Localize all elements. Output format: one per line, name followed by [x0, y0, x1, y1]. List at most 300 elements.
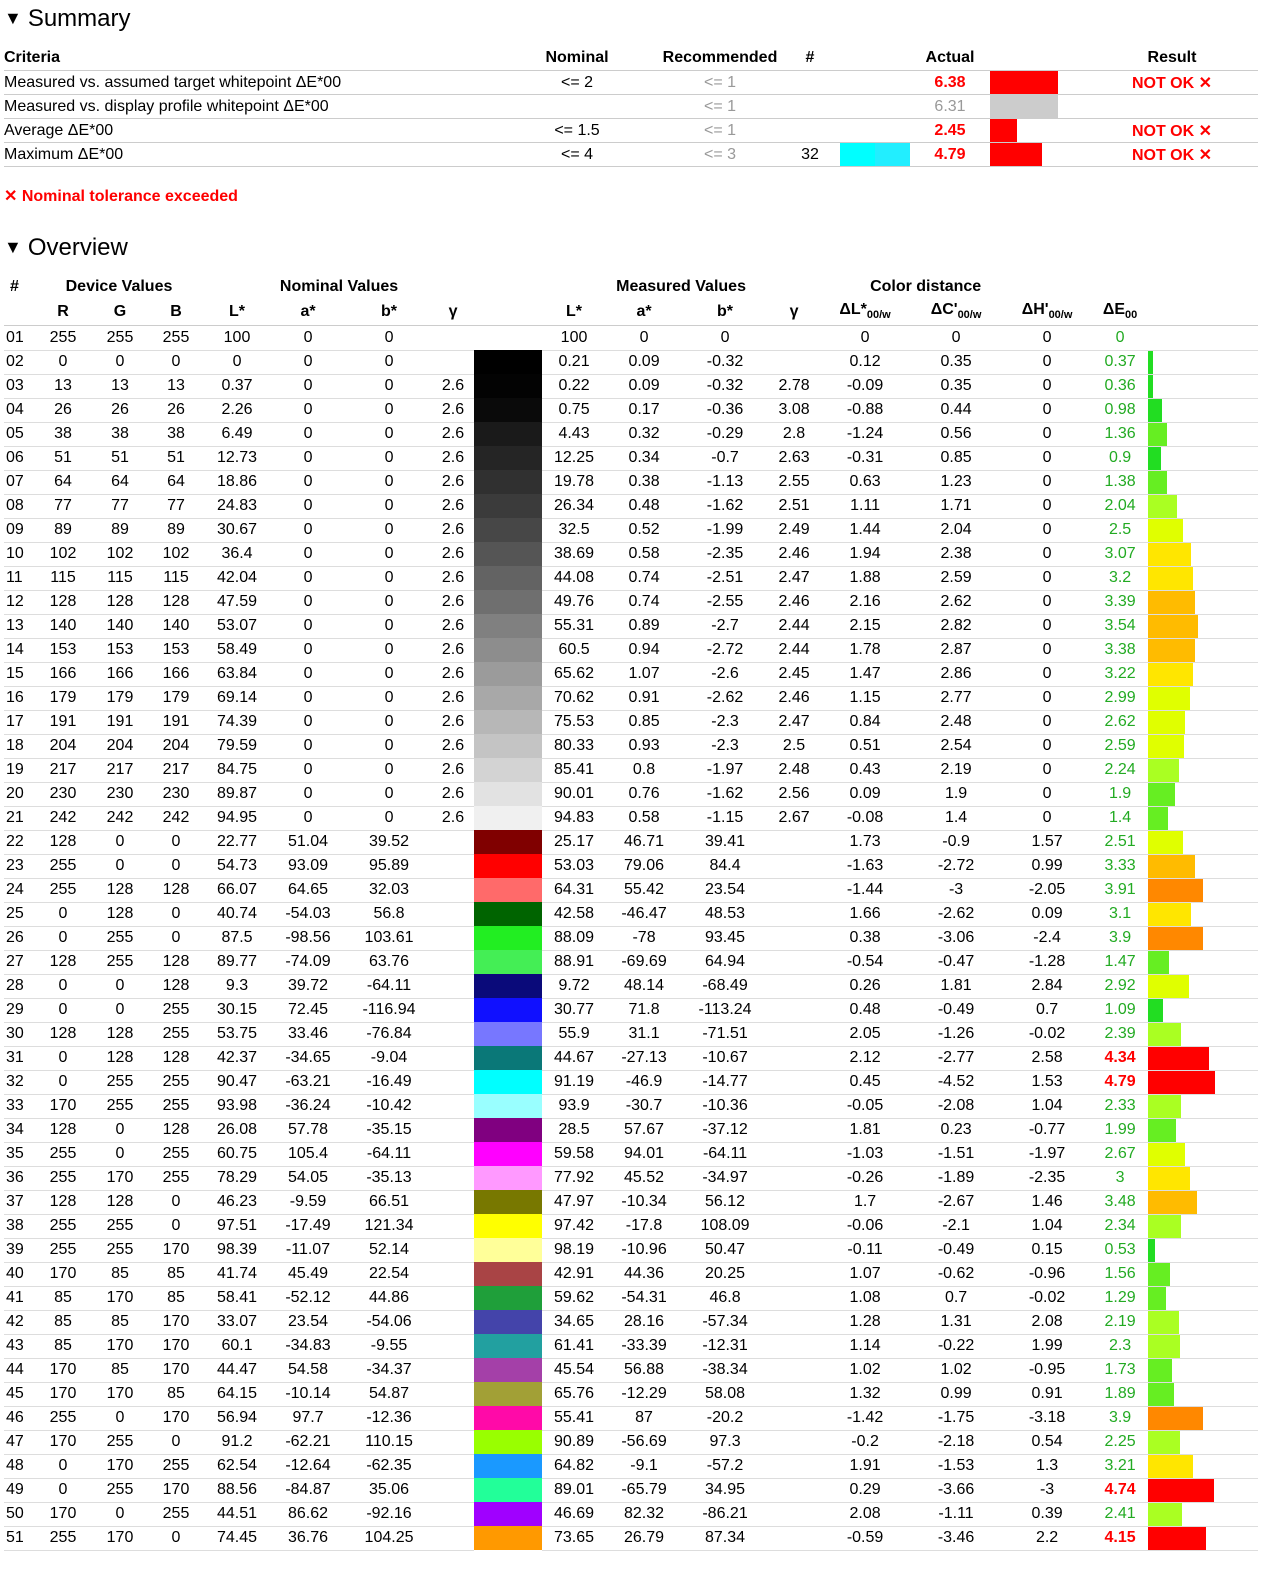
nominal-l-cell: 24.83	[204, 494, 270, 518]
delta-c-cell: 2.86	[910, 662, 1002, 686]
measured-b-cell: -2.72	[682, 638, 768, 662]
b-cell: 13	[148, 374, 204, 398]
b-cell: 255	[148, 1022, 204, 1046]
nominal-gamma-cell	[432, 1238, 474, 1262]
measured-b-cell: -57.34	[682, 1310, 768, 1334]
delta-h-cell: 0	[1002, 662, 1092, 686]
delta-e-cell: 0.98	[1092, 398, 1148, 422]
summary-title: Summary	[27, 5, 131, 32]
delta-l-cell: 0.45	[820, 1070, 910, 1094]
nominal-gamma-cell	[432, 1286, 474, 1310]
color-swatch-cell	[474, 686, 542, 710]
r-cell: 255	[34, 854, 92, 878]
nominal-l-cell: 90.47	[204, 1070, 270, 1094]
b-cell: 51	[148, 446, 204, 470]
measured-l-cell: 34.65	[542, 1310, 606, 1334]
delta-e-bar	[1148, 351, 1153, 374]
overview-row	[4, 806, 1258, 830]
nominal-l-cell: 44.51	[204, 1502, 270, 1526]
measured-gamma-cell	[768, 1358, 820, 1382]
nominal-a-cell: 0	[270, 566, 346, 590]
nominal-a-cell: -74.09	[270, 950, 346, 974]
color-swatch-cell	[474, 734, 542, 758]
measured-a-cell: 45.52	[606, 1166, 682, 1190]
delta-h-cell: 0.99	[1002, 854, 1092, 878]
nominal-cell: <= 2	[494, 71, 660, 95]
color-swatch	[474, 638, 542, 662]
delta-e-cell: 0.53	[1092, 1238, 1148, 1262]
delta-c-cell: -2.08	[910, 1094, 1002, 1118]
delta-e-cell: 2.33	[1092, 1094, 1148, 1118]
delta-e-cell: 0	[1092, 326, 1148, 351]
color-distance-header: Color distance	[870, 278, 982, 295]
delta-h-cell: -2.35	[1002, 1166, 1092, 1190]
delta-c-cell: 0.35	[910, 374, 1002, 398]
num-cell: 47	[4, 1430, 34, 1454]
measured-gamma-cell: 2.44	[768, 614, 820, 638]
measured-values-header: Measured Values	[616, 278, 746, 295]
nominal-l-cell: 62.54	[204, 1454, 270, 1478]
delta-l-cell: 1.07	[820, 1262, 910, 1286]
delta-e-bar	[1148, 903, 1191, 926]
nominal-gamma-cell	[432, 1502, 474, 1526]
nominal-a-cell: -36.24	[270, 1094, 346, 1118]
delta-h-cell: -0.95	[1002, 1358, 1092, 1382]
delta-e-cell: 0.9	[1092, 446, 1148, 470]
measured-gamma-cell	[768, 1382, 820, 1406]
actual-cell: 6.38	[910, 71, 990, 95]
b-cell: 0	[148, 1190, 204, 1214]
nominal-b-cell: 63.76	[346, 950, 432, 974]
nominal-gamma-cell	[432, 998, 474, 1022]
measured-gamma-cell	[768, 1142, 820, 1166]
nominal-a-cell: 93.09	[270, 854, 346, 878]
measured-gamma-cell: 2.51	[768, 494, 820, 518]
b-cell: 170	[148, 1238, 204, 1262]
nominal-l-cell: 89.87	[204, 782, 270, 806]
nominal-l-cell: 74.39	[204, 710, 270, 734]
r-cell: 64	[34, 470, 92, 494]
delta-e-bar	[1148, 1527, 1206, 1550]
nominal-gamma-cell	[432, 350, 474, 374]
color-swatch-cell	[474, 638, 542, 662]
delta-e-bar-cell	[1148, 1358, 1258, 1382]
delta-e-cell: 4.79	[1092, 1070, 1148, 1094]
delta-e-bar-cell	[1148, 638, 1258, 662]
delta-e-cell: 0.36	[1092, 374, 1148, 398]
delta-e-bar-cell	[1148, 1262, 1258, 1286]
b-header: B	[148, 298, 204, 326]
overview-row	[4, 446, 1258, 470]
measured-a-cell: 0.52	[606, 518, 682, 542]
delta-e-bar	[1148, 735, 1184, 758]
measured-gamma-cell	[768, 854, 820, 878]
r-cell: 255	[34, 1214, 92, 1238]
actual-bar	[990, 119, 1017, 142]
measured-b-cell: 46.8	[682, 1286, 768, 1310]
nominal-b-cell: 0	[346, 326, 432, 351]
measured-gamma-cell	[768, 1094, 820, 1118]
nominal-gamma-cell	[432, 1382, 474, 1406]
color-swatch	[474, 902, 542, 926]
color-swatch-cell	[474, 1526, 542, 1550]
nominal-a-header: a*	[270, 298, 346, 326]
g-cell: 170	[92, 1382, 148, 1406]
delta-e-cell: 2.24	[1092, 758, 1148, 782]
nominal-l-cell: 30.15	[204, 998, 270, 1022]
delta-c-cell: 0	[910, 326, 1002, 351]
measured-a-cell: 0.32	[606, 422, 682, 446]
measured-b-cell: -1.99	[682, 518, 768, 542]
nominal-l-cell: 18.86	[204, 470, 270, 494]
overview-row	[4, 1526, 1258, 1550]
delta-e-cell: 3.91	[1092, 878, 1148, 902]
r-cell: 255	[34, 1526, 92, 1550]
g-cell: 64	[92, 470, 148, 494]
num-cell: 49	[4, 1478, 34, 1502]
num-cell: 03	[4, 374, 34, 398]
b-cell: 255	[148, 1454, 204, 1478]
color-swatch	[474, 1142, 542, 1166]
g-cell: 128	[92, 590, 148, 614]
delta-c-cell: 2.62	[910, 590, 1002, 614]
delta-e-bar	[1148, 951, 1169, 974]
color-swatch-cell	[474, 902, 542, 926]
nominal-a-cell: 33.46	[270, 1022, 346, 1046]
r-cell: 85	[34, 1310, 92, 1334]
nominal-a-cell: 0	[270, 470, 346, 494]
delta-e-bar	[1148, 663, 1193, 686]
delta-e-bar-cell	[1148, 1382, 1258, 1406]
measured-l-cell: 42.58	[542, 902, 606, 926]
color-swatch-cell	[474, 446, 542, 470]
b-cell: 77	[148, 494, 204, 518]
measured-b-cell: -2.6	[682, 662, 768, 686]
swatch-cell	[840, 119, 910, 143]
nominal-gamma-cell	[432, 1166, 474, 1190]
nominal-l-cell: 0.37	[204, 374, 270, 398]
nominal-a-cell: 0	[270, 614, 346, 638]
measured-a-cell: 0.8	[606, 758, 682, 782]
num-cell: 44	[4, 1358, 34, 1382]
measured-gamma-cell	[768, 1166, 820, 1190]
delta-e-cell: 3.9	[1092, 1406, 1148, 1430]
g-cell: 179	[92, 686, 148, 710]
delta-e-cell: 3.1	[1092, 902, 1148, 926]
criteria-cell: Maximum ΔE*00	[4, 143, 494, 167]
delta-h-cell: 1.57	[1002, 830, 1092, 854]
delta-l-cell: -0.08	[820, 806, 910, 830]
actual-bar-cell	[990, 71, 1086, 95]
nominal-a-cell: 0	[270, 758, 346, 782]
delta-c-cell: 0.44	[910, 398, 1002, 422]
nominal-gamma-cell	[432, 926, 474, 950]
measured-a-cell: 55.42	[606, 878, 682, 902]
delta-h-cell: 0.39	[1002, 1502, 1092, 1526]
measured-l-cell: 64.31	[542, 878, 606, 902]
overview-heading[interactable]	[4, 234, 128, 263]
delta-c-cell: 1.23	[910, 470, 1002, 494]
measured-gamma-cell	[768, 1070, 820, 1094]
b-cell: 0	[148, 902, 204, 926]
delta-c-cell: -2.18	[910, 1430, 1002, 1454]
delta-e-cell: 3.39	[1092, 590, 1148, 614]
color-swatch-cell	[474, 1310, 542, 1334]
measured-b-cell: -2.3	[682, 710, 768, 734]
delta-e-cell: 2.34	[1092, 1214, 1148, 1238]
delta-e-bar-cell	[1148, 350, 1258, 374]
color-swatch-cell	[474, 1070, 542, 1094]
measured-l-cell: 28.5	[542, 1118, 606, 1142]
delta-e-bar-cell	[1148, 1190, 1258, 1214]
delta-l-cell: -0.54	[820, 950, 910, 974]
nominal-a-cell: 0	[270, 662, 346, 686]
nominal-l-cell: 58.41	[204, 1286, 270, 1310]
g-cell: 0	[92, 1118, 148, 1142]
delta-h-cell: 0	[1002, 350, 1092, 374]
actual-cell: 6.31	[910, 95, 990, 119]
overview-row	[4, 1046, 1258, 1070]
nominal-b-cell: 0	[346, 494, 432, 518]
delta-e-bar-cell	[1148, 590, 1258, 614]
delta-e-bar-cell	[1148, 902, 1258, 926]
measured-gamma-cell: 2.78	[768, 374, 820, 398]
delta-e-bar-cell	[1148, 398, 1258, 422]
color-swatch	[474, 398, 542, 422]
delta-c-cell: 1.4	[910, 806, 1002, 830]
overview-row	[4, 470, 1258, 494]
r-cell: 0	[34, 926, 92, 950]
delta-h-cell: 0	[1002, 494, 1092, 518]
color-swatch	[474, 1454, 542, 1478]
delta-e-bar-cell	[1148, 710, 1258, 734]
delta-e-bar	[1148, 711, 1185, 734]
overview-row	[4, 782, 1258, 806]
delta-e-bar	[1148, 1239, 1155, 1262]
num-group-header: #	[10, 278, 19, 295]
delta-e-bar-cell	[1148, 662, 1258, 686]
summary-heading[interactable]	[4, 5, 131, 34]
nominal-b-cell: -35.13	[346, 1166, 432, 1190]
measured-b-cell: -0.29	[682, 422, 768, 446]
g-cell: 153	[92, 638, 148, 662]
recommended-cell: <= 1	[660, 71, 780, 95]
color-swatch	[474, 446, 542, 470]
nominal-a-cell: 0	[270, 398, 346, 422]
color-swatch-cell	[474, 614, 542, 638]
delta-c-cell: 0.23	[910, 1118, 1002, 1142]
delta-e-bar	[1148, 423, 1167, 446]
nominal-b-cell: -64.11	[346, 1142, 432, 1166]
color-swatch-cell	[474, 974, 542, 998]
color-swatch	[474, 950, 542, 974]
delta-l-cell: -1.42	[820, 1406, 910, 1430]
color-swatch-cell	[474, 374, 542, 398]
nominal-b-cell: -9.04	[346, 1046, 432, 1070]
measured-a-cell: 0.85	[606, 710, 682, 734]
delta-c-cell: 1.81	[910, 974, 1002, 998]
g-cell: 0	[92, 350, 148, 374]
color-swatch	[474, 974, 542, 998]
r-cell: 128	[34, 1118, 92, 1142]
overview-row	[4, 1214, 1258, 1238]
r-cell: 38	[34, 422, 92, 446]
delta-h-cell: -2.4	[1002, 926, 1092, 950]
delta-l-cell: 0.51	[820, 734, 910, 758]
delta-e-bar	[1148, 855, 1195, 878]
delta-c-cell: 2.48	[910, 710, 1002, 734]
delta-e-bar	[1148, 927, 1203, 950]
delta-l-cell: 1.73	[820, 830, 910, 854]
delta-h-cell: -1.97	[1002, 1142, 1092, 1166]
nominal-gamma-header: γ	[432, 298, 474, 326]
num-cell: 42	[4, 1310, 34, 1334]
color-swatch	[474, 686, 542, 710]
overview-row	[4, 1406, 1258, 1430]
color-swatch	[474, 590, 542, 614]
color-swatch-cell	[474, 590, 542, 614]
delta-l-cell: 1.47	[820, 662, 910, 686]
measured-l-cell: 61.41	[542, 1334, 606, 1358]
delta-e-cell: 2.25	[1092, 1430, 1148, 1454]
delta-l-cell: 0.29	[820, 1478, 910, 1502]
nominal-gamma-cell	[432, 1214, 474, 1238]
delta-e-bar-cell	[1148, 494, 1258, 518]
delta-c-cell: -0.49	[910, 998, 1002, 1022]
delta-l-cell: -1.63	[820, 854, 910, 878]
measured-l-cell: 64.82	[542, 1454, 606, 1478]
overview-row	[4, 1358, 1258, 1382]
recommended-cell: <= 3	[660, 143, 780, 167]
delta-c-cell: 2.82	[910, 614, 1002, 638]
measured-gamma-cell	[768, 1190, 820, 1214]
actual-cell: 2.45	[910, 119, 990, 143]
delta-h-cell: 0	[1002, 374, 1092, 398]
nominal-b-cell: 0	[346, 542, 432, 566]
b-cell: 255	[148, 1166, 204, 1190]
delta-e-bar-cell	[1148, 518, 1258, 542]
nominal-a-cell: -63.21	[270, 1070, 346, 1094]
delta-c-cell: 2.77	[910, 686, 1002, 710]
color-swatch-cell	[474, 1382, 542, 1406]
delta-l-cell: 1.94	[820, 542, 910, 566]
delta-l-cell: 0.26	[820, 974, 910, 998]
color-swatch-cell	[474, 878, 542, 902]
measured-b-cell: -1.97	[682, 758, 768, 782]
measured-l-cell: 70.62	[542, 686, 606, 710]
overview-row	[4, 1190, 1258, 1214]
delta-e-bar-cell	[1148, 806, 1258, 830]
delta-l-cell: 2.05	[820, 1022, 910, 1046]
g-cell: 51	[92, 446, 148, 470]
delta-e-bar-cell	[1148, 878, 1258, 902]
nominal-a-cell: -54.03	[270, 902, 346, 926]
b-cell: 255	[148, 1094, 204, 1118]
delta-e-bar	[1148, 1191, 1197, 1214]
delta-e-cell: 3	[1092, 1166, 1148, 1190]
measured-a-cell: 0.74	[606, 590, 682, 614]
collapse-triangle-icon[interactable]: ▼	[4, 237, 22, 257]
measured-b-cell: 48.53	[682, 902, 768, 926]
measured-b-cell: 64.94	[682, 950, 768, 974]
delta-h-cell: 0	[1002, 566, 1092, 590]
delta-e-bar	[1148, 471, 1167, 494]
delta-h-cell: 1.04	[1002, 1094, 1092, 1118]
measured-gamma-cell	[768, 1046, 820, 1070]
criteria-header: Criteria	[4, 46, 494, 71]
r-cell: 255	[34, 878, 92, 902]
num-cell: 07	[4, 470, 34, 494]
delta-e-cell: 2.39	[1092, 1022, 1148, 1046]
delta-h-cell: 2.58	[1002, 1046, 1092, 1070]
delta-e-bar	[1148, 1119, 1176, 1142]
measured-l-cell: 59.58	[542, 1142, 606, 1166]
measured-b-cell: -71.51	[682, 1022, 768, 1046]
delta-e-bar	[1148, 1215, 1181, 1238]
nominal-gamma-cell	[432, 1358, 474, 1382]
color-swatch-cell	[474, 470, 542, 494]
delta-e-bar-cell	[1148, 1142, 1258, 1166]
measured-gamma-cell: 2.5	[768, 734, 820, 758]
delta-e-bar-cell	[1148, 1406, 1258, 1430]
nominal-b-cell: -76.84	[346, 1022, 432, 1046]
collapse-triangle-icon[interactable]: ▼	[4, 8, 22, 28]
g-cell: 13	[92, 374, 148, 398]
g-cell: 85	[92, 1358, 148, 1382]
delta-h-cell: 0.09	[1002, 902, 1092, 926]
overview-row	[4, 830, 1258, 854]
delta-e-cell: 1.4	[1092, 806, 1148, 830]
tolerance-exceeded-note: ✕ Nominal tolerance exceeded	[4, 188, 238, 205]
nominal-values-header: Nominal Values	[279, 278, 399, 295]
color-swatch	[474, 1478, 542, 1502]
delta-c-cell: -1.11	[910, 1502, 1002, 1526]
measured-b-cell: 0	[682, 326, 768, 351]
color-swatch-cell	[474, 830, 542, 854]
num-cell: 46	[4, 1406, 34, 1430]
measured-b-cell: -2.62	[682, 686, 768, 710]
measured-l-cell: 98.19	[542, 1238, 606, 1262]
overview-row	[4, 1430, 1258, 1454]
delta-l-cell: 0.12	[820, 350, 910, 374]
delta-c-cell: -1.26	[910, 1022, 1002, 1046]
delta-h-header: $\Delta H'_{00/w}$	[1002, 298, 1092, 326]
color-swatch	[474, 1262, 542, 1286]
color-swatch	[840, 143, 910, 166]
measured-gamma-cell: 2.45	[768, 662, 820, 686]
overview-row	[4, 1142, 1258, 1166]
nominal-a-cell: 0	[270, 734, 346, 758]
nominal-cell: <= 1.5	[494, 119, 660, 143]
swatch-header	[840, 46, 910, 71]
measured-l-cell: 80.33	[542, 734, 606, 758]
delta-c-cell: -3.06	[910, 926, 1002, 950]
color-swatch-cell	[474, 926, 542, 950]
measured-gamma-cell: 2.44	[768, 638, 820, 662]
b-cell: 64	[148, 470, 204, 494]
g-cell: 85	[92, 1310, 148, 1334]
b-cell: 170	[148, 1334, 204, 1358]
b-cell: 230	[148, 782, 204, 806]
delta-e-bar-cell	[1148, 1046, 1258, 1070]
r-cell: 191	[34, 710, 92, 734]
color-swatch	[474, 854, 542, 878]
actual-bar-cell	[990, 119, 1086, 143]
r-cell: 85	[34, 1334, 92, 1358]
color-swatch	[474, 1166, 542, 1190]
color-swatch	[474, 1502, 542, 1526]
measured-a-cell: 94.01	[606, 1142, 682, 1166]
